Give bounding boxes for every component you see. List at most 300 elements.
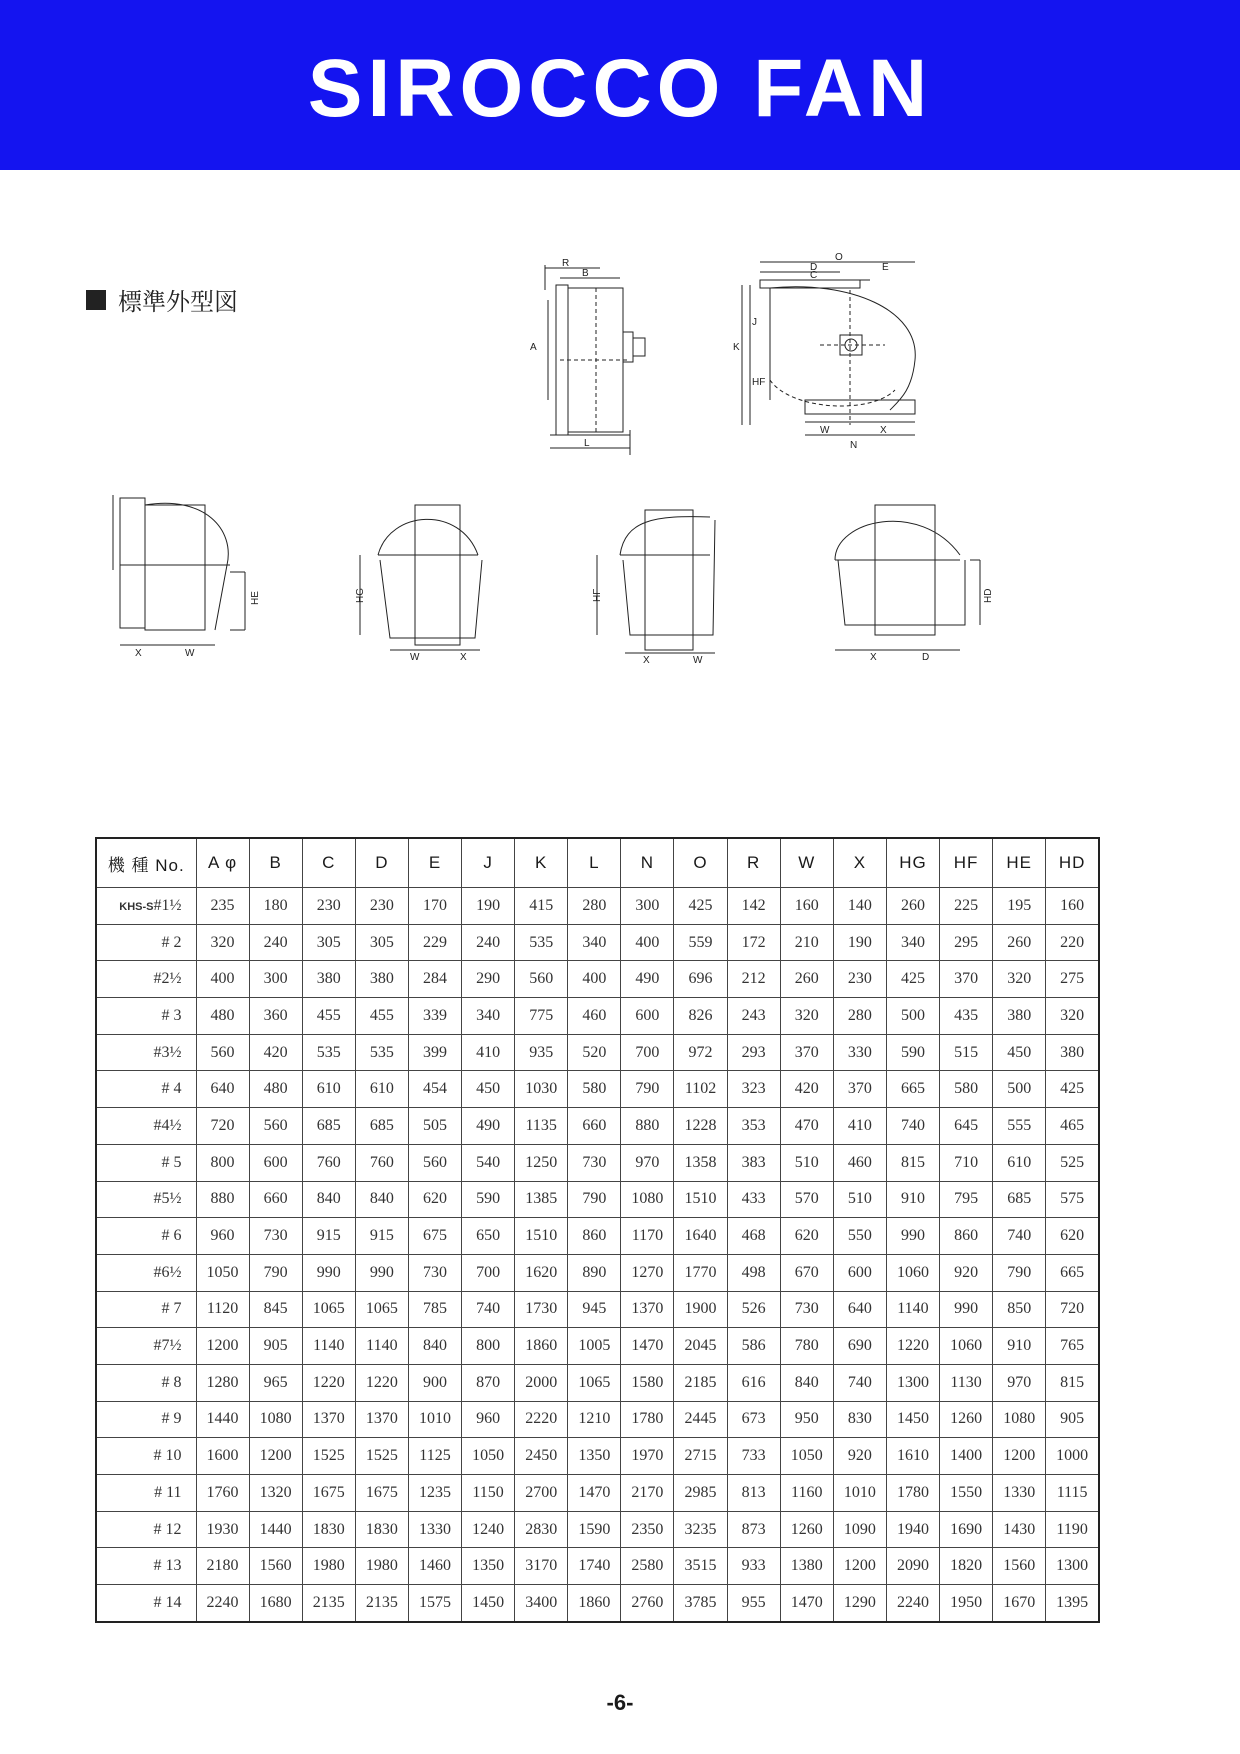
table-cell: 1980: [355, 1548, 408, 1585]
table-cell: 685: [355, 1108, 408, 1145]
model-number: # 4: [161, 1080, 182, 1098]
table-cell: 1330: [408, 1511, 461, 1548]
table-cell: 490: [621, 961, 674, 998]
table-cell: 1140: [355, 1328, 408, 1365]
table-cell: 353: [727, 1108, 780, 1145]
table-cell: 1370: [621, 1291, 674, 1328]
table-cell: 685: [993, 1181, 1046, 1218]
square-bullet-icon: [86, 290, 106, 310]
table-cell: 730: [408, 1254, 461, 1291]
dim-label-w: W: [693, 655, 703, 665]
table-cell: 1260: [780, 1511, 833, 1548]
table-row: [96, 1291, 1099, 1328]
table-cell: 454: [408, 1071, 461, 1108]
table-cell: 320: [1046, 998, 1099, 1035]
table-row: [96, 1218, 1099, 1255]
table-cell: 1460: [408, 1548, 461, 1585]
table-cell: 500: [993, 1071, 1046, 1108]
model-cell: [96, 1254, 196, 1291]
table-cell: 380: [1046, 1034, 1099, 1071]
table-cell: 1050: [196, 1254, 249, 1291]
dim-label-hd: HD: [983, 588, 994, 603]
variant-drawing-2: [350, 500, 500, 665]
model-number: #2½: [153, 970, 182, 988]
table-cell: 1525: [355, 1438, 408, 1475]
table-cell: 826: [674, 998, 727, 1035]
column-header: W: [780, 838, 833, 888]
column-header: 機 種 No.: [96, 838, 196, 888]
table-cell: 170: [408, 888, 461, 925]
table-cell: 490: [462, 1108, 515, 1145]
dim-label-w: W: [820, 425, 830, 436]
table-cell: 535: [355, 1034, 408, 1071]
table-cell: 510: [780, 1144, 833, 1181]
table-cell: 1860: [568, 1585, 621, 1622]
table-cell: 480: [249, 1071, 302, 1108]
table-cell: 620: [1046, 1218, 1099, 1255]
model-cell: [96, 1585, 196, 1622]
model-number: #5½: [153, 1190, 182, 1208]
table-cell: 845: [249, 1291, 302, 1328]
table-cell: 190: [833, 924, 886, 961]
model-number: # 9: [161, 1410, 182, 1428]
table-cell: 2135: [302, 1585, 355, 1622]
table-cell: 460: [568, 998, 621, 1035]
table-cell: 1220: [886, 1328, 939, 1365]
table-cell: 1680: [249, 1585, 302, 1622]
side-view-drawing: [520, 250, 650, 460]
model-number: # 14: [153, 1593, 182, 1611]
table-cell: 1200: [249, 1438, 302, 1475]
table-row: [96, 1108, 1099, 1145]
table-cell: 730: [249, 1218, 302, 1255]
table-cell: 2715: [674, 1438, 727, 1475]
table-cell: 910: [886, 1181, 939, 1218]
table-cell: 383: [727, 1144, 780, 1181]
table-cell: 1900: [674, 1291, 727, 1328]
table-cell: 790: [993, 1254, 1046, 1291]
table-cell: 1830: [302, 1511, 355, 1548]
table-cell: 293: [727, 1034, 780, 1071]
table-cell: 290: [462, 961, 515, 998]
table-cell: 1930: [196, 1511, 249, 1548]
table-cell: 710: [940, 1144, 993, 1181]
table-cell: 1450: [886, 1401, 939, 1438]
table-cell: 1125: [408, 1438, 461, 1475]
table-cell: 380: [355, 961, 408, 998]
table-cell: 230: [355, 888, 408, 925]
table-cell: 1675: [355, 1475, 408, 1512]
table-cell: 1525: [302, 1438, 355, 1475]
table-cell: 1470: [780, 1585, 833, 1622]
table-cell: 1250: [515, 1144, 568, 1181]
table-cell: 1080: [993, 1401, 1046, 1438]
table-cell: 1670: [993, 1585, 1046, 1622]
table-cell: 690: [833, 1328, 886, 1365]
model-cell: [96, 1144, 196, 1181]
table-cell: 830: [833, 1401, 886, 1438]
table-cell: 505: [408, 1108, 461, 1145]
column-header: X: [833, 838, 886, 888]
variant-drawing-1: [105, 490, 275, 665]
table-cell: 616: [727, 1364, 780, 1401]
table-cell: 2180: [196, 1548, 249, 1585]
table-cell: 220: [1046, 924, 1099, 961]
table-cell: 180: [249, 888, 302, 925]
table-cell: 860: [940, 1218, 993, 1255]
table-cell: 1005: [568, 1328, 621, 1365]
dim-label-c: C: [810, 270, 818, 281]
table-cell: 229: [408, 924, 461, 961]
table-cell: 1220: [355, 1364, 408, 1401]
table-cell: 140: [833, 888, 886, 925]
table-cell: 1575: [408, 1585, 461, 1622]
table-cell: 1300: [886, 1364, 939, 1401]
model-cell: [96, 1511, 196, 1548]
table-cell: 1470: [621, 1328, 674, 1365]
table-cell: 685: [302, 1108, 355, 1145]
table-cell: 673: [727, 1401, 780, 1438]
table-cell: 1090: [833, 1511, 886, 1548]
table-cell: 3235: [674, 1511, 727, 1548]
table-cell: 1235: [408, 1475, 461, 1512]
table-cell: 660: [249, 1181, 302, 1218]
table-cell: 520: [568, 1034, 621, 1071]
column-header: HE: [993, 838, 1046, 888]
table-cell: 850: [993, 1291, 1046, 1328]
table-cell: 160: [1046, 888, 1099, 925]
table-cell: 370: [940, 961, 993, 998]
table-cell: 360: [249, 998, 302, 1035]
table-cell: 2220: [515, 1401, 568, 1438]
table-cell: 1690: [940, 1511, 993, 1548]
table-cell: 905: [1046, 1401, 1099, 1438]
table-cell: 1170: [621, 1218, 674, 1255]
table-cell: 960: [462, 1401, 515, 1438]
table-cell: 840: [355, 1181, 408, 1218]
table-body: [96, 888, 1099, 1622]
table-cell: 915: [302, 1218, 355, 1255]
table-header-row: [96, 838, 1099, 888]
model-number: # 8: [161, 1373, 182, 1391]
table-cell: 2580: [621, 1548, 674, 1585]
table-cell: 740: [462, 1291, 515, 1328]
table-cell: 840: [408, 1328, 461, 1365]
table-cell: 1380: [780, 1548, 833, 1585]
table-cell: 790: [568, 1181, 621, 1218]
column-header: J: [462, 838, 515, 888]
table-row: [96, 1401, 1099, 1438]
table-cell: 915: [355, 1218, 408, 1255]
table-cell: 910: [993, 1328, 1046, 1365]
table-cell: 340: [568, 924, 621, 961]
table-cell: 400: [621, 924, 674, 961]
table-row: [96, 1364, 1099, 1401]
table-cell: 665: [886, 1071, 939, 1108]
table-cell: 1060: [940, 1328, 993, 1365]
table-cell: 2135: [355, 1585, 408, 1622]
model-number: # 5: [161, 1153, 182, 1171]
table-cell: 225: [940, 888, 993, 925]
table-cell: 230: [833, 961, 886, 998]
dim-label-w: W: [410, 652, 420, 663]
table-cell: 720: [1046, 1291, 1099, 1328]
table-cell: 1780: [886, 1475, 939, 1512]
table-cell: 1030: [515, 1071, 568, 1108]
model-number: #4½: [153, 1116, 182, 1134]
table-cell: 935: [515, 1034, 568, 1071]
table-cell: 1228: [674, 1108, 727, 1145]
dim-label-w: W: [185, 648, 195, 659]
table-cell: 1150: [462, 1475, 515, 1512]
model-cell: [96, 1071, 196, 1108]
table-cell: 1590: [568, 1511, 621, 1548]
table-cell: 575: [1046, 1181, 1099, 1218]
table-cell: 765: [1046, 1328, 1099, 1365]
table-cell: 470: [780, 1108, 833, 1145]
table-cell: 1120: [196, 1291, 249, 1328]
table-cell: 1510: [674, 1181, 727, 1218]
table-cell: 1610: [886, 1438, 939, 1475]
variant-drawing-4: [830, 500, 1010, 665]
table-cell: 760: [355, 1144, 408, 1181]
table-cell: 340: [462, 998, 515, 1035]
table-cell: 840: [302, 1181, 355, 1218]
dim-label-o: O: [835, 252, 843, 263]
table-cell: 280: [833, 998, 886, 1035]
table-cell: 340: [886, 924, 939, 961]
model-cell: [96, 888, 196, 925]
table-row: [96, 1328, 1099, 1365]
table-cell: 650: [462, 1218, 515, 1255]
table-cell: 970: [621, 1144, 674, 1181]
table-cell: 1080: [621, 1181, 674, 1218]
dim-label-d: D: [922, 652, 930, 663]
table-cell: 435: [940, 998, 993, 1035]
table-cell: 380: [302, 961, 355, 998]
table-cell: 870: [462, 1364, 515, 1401]
table-cell: 760: [302, 1144, 355, 1181]
table-cell: 1140: [886, 1291, 939, 1328]
table-cell: 420: [780, 1071, 833, 1108]
model-number: # 2: [161, 933, 182, 951]
table-row: [96, 888, 1099, 925]
table-cell: 370: [780, 1034, 833, 1071]
table-cell: 1560: [993, 1548, 1046, 1585]
model-cell: [96, 1108, 196, 1145]
dim-label-n: N: [850, 440, 858, 451]
table-cell: 1210: [568, 1401, 621, 1438]
table-cell: 455: [302, 998, 355, 1035]
table-cell: 275: [1046, 961, 1099, 998]
table-cell: 420: [249, 1034, 302, 1071]
table-cell: 905: [249, 1328, 302, 1365]
table-cell: 1940: [886, 1511, 939, 1548]
table-cell: 450: [993, 1034, 1046, 1071]
table-cell: 660: [568, 1108, 621, 1145]
dim-label-x: X: [880, 425, 887, 436]
table-cell: 320: [196, 924, 249, 961]
table-cell: 2700: [515, 1475, 568, 1512]
table-cell: 620: [780, 1218, 833, 1255]
column-header: A φ: [196, 838, 249, 888]
table-cell: 305: [355, 924, 408, 961]
column-header: N: [621, 838, 674, 888]
table-cell: 775: [515, 998, 568, 1035]
table-cell: 900: [408, 1364, 461, 1401]
model-cell: [96, 1328, 196, 1365]
table-cell: 580: [940, 1071, 993, 1108]
front-view-drawing: [730, 250, 930, 455]
table-cell: 550: [833, 1218, 886, 1255]
table-cell: 972: [674, 1034, 727, 1071]
dim-label-a: A: [530, 342, 537, 353]
table-cell: 645: [940, 1108, 993, 1145]
table-cell: 1200: [993, 1438, 1046, 1475]
dim-label-l: L: [584, 438, 590, 449]
section-heading: [86, 282, 238, 317]
table-cell: 665: [1046, 1254, 1099, 1291]
table-cell: 2240: [886, 1585, 939, 1622]
column-header: R: [727, 838, 780, 888]
dim-label-r: R: [562, 258, 570, 269]
dim-label-hg: HG: [355, 588, 366, 603]
table-cell: 2830: [515, 1511, 568, 1548]
table-cell: 320: [780, 998, 833, 1035]
page-number: -6-: [606, 1690, 634, 1715]
table-cell: 1970: [621, 1438, 674, 1475]
table-cell: 960: [196, 1218, 249, 1255]
table-cell: 2045: [674, 1328, 727, 1365]
table-cell: 890: [568, 1254, 621, 1291]
table-cell: 1430: [993, 1511, 1046, 1548]
table-cell: 1330: [993, 1475, 1046, 1512]
dim-label-hf: HF: [752, 377, 766, 388]
table-cell: 195: [993, 888, 1046, 925]
table-cell: 1010: [408, 1401, 461, 1438]
table-cell: 740: [833, 1364, 886, 1401]
table-row: [96, 924, 1099, 961]
table-cell: 305: [302, 924, 355, 961]
table-cell: 3515: [674, 1548, 727, 1585]
model-number: # 12: [153, 1520, 182, 1538]
table-cell: 260: [780, 961, 833, 998]
table-cell: 560: [249, 1108, 302, 1145]
table-cell: 300: [249, 961, 302, 998]
table-row: [96, 1438, 1099, 1475]
table-cell: 1190: [1046, 1511, 1099, 1548]
table-cell: 640: [196, 1071, 249, 1108]
table-cell: 525: [1046, 1144, 1099, 1181]
variant-drawing-3: [585, 505, 735, 665]
table-cell: 560: [196, 1034, 249, 1071]
table-cell: 945: [568, 1291, 621, 1328]
dim-label-he: HE: [250, 591, 261, 605]
table-cell: 990: [302, 1254, 355, 1291]
table-cell: 920: [940, 1254, 993, 1291]
table-cell: 1065: [568, 1364, 621, 1401]
table-row: [96, 998, 1099, 1035]
table-cell: 510: [833, 1181, 886, 1218]
table-cell: 1135: [515, 1108, 568, 1145]
table-cell: 815: [886, 1144, 939, 1181]
column-header: L: [568, 838, 621, 888]
table-cell: 2090: [886, 1548, 939, 1585]
model-cell: [96, 1548, 196, 1585]
model-prefix: KHS-S: [119, 900, 154, 913]
table-cell: 1000: [1046, 1438, 1099, 1475]
table-cell: 526: [727, 1291, 780, 1328]
table-cell: 1220: [302, 1364, 355, 1401]
table-row: [96, 1585, 1099, 1622]
table-cell: 840: [780, 1364, 833, 1401]
table-row: [96, 1034, 1099, 1071]
column-header: K: [515, 838, 568, 888]
table-cell: 1830: [355, 1511, 408, 1548]
column-header: D: [355, 838, 408, 888]
table-cell: 1550: [940, 1475, 993, 1512]
model-number: # 7: [161, 1300, 182, 1318]
column-header: C: [302, 838, 355, 888]
table-cell: 370: [833, 1071, 886, 1108]
table-cell: 620: [408, 1181, 461, 1218]
table-cell: 1280: [196, 1364, 249, 1401]
table-cell: 570: [780, 1181, 833, 1218]
table-cell: 380: [993, 998, 1046, 1035]
model-number: #6½: [153, 1263, 182, 1281]
table-cell: 670: [780, 1254, 833, 1291]
table-cell: 1130: [940, 1364, 993, 1401]
table-cell: 400: [568, 961, 621, 998]
table-cell: 610: [993, 1144, 1046, 1181]
table-cell: 880: [196, 1181, 249, 1218]
table-cell: 860: [568, 1218, 621, 1255]
table-cell: 160: [780, 888, 833, 925]
model-cell: [96, 1438, 196, 1475]
dim-label-x: X: [870, 652, 877, 663]
table-cell: 399: [408, 1034, 461, 1071]
model-cell: [96, 1401, 196, 1438]
table-cell: 240: [462, 924, 515, 961]
table-cell: 1675: [302, 1475, 355, 1512]
table-cell: 1400: [940, 1438, 993, 1475]
table-cell: 260: [993, 924, 1046, 961]
table-cell: 415: [515, 888, 568, 925]
table-cell: 260: [886, 888, 939, 925]
table-cell: 1470: [568, 1475, 621, 1512]
model-cell: [96, 1475, 196, 1512]
model-cell: [96, 1181, 196, 1218]
table-cell: 800: [196, 1144, 249, 1181]
table-cell: 790: [249, 1254, 302, 1291]
table-cell: 2760: [621, 1585, 674, 1622]
table-cell: 1060: [886, 1254, 939, 1291]
table-cell: 1050: [462, 1438, 515, 1475]
table-cell: 1560: [249, 1548, 302, 1585]
table-cell: 2450: [515, 1438, 568, 1475]
table-cell: 172: [727, 924, 780, 961]
table-cell: 560: [515, 961, 568, 998]
table-cell: 610: [302, 1071, 355, 1108]
table-cell: 410: [462, 1034, 515, 1071]
model-number: # 10: [153, 1447, 182, 1465]
model-cell: [96, 1291, 196, 1328]
table-cell: 700: [462, 1254, 515, 1291]
table-cell: 1115: [1046, 1475, 1099, 1512]
table-cell: 990: [886, 1218, 939, 1255]
table-cell: 425: [674, 888, 727, 925]
dimension-table: [95, 837, 1100, 1623]
